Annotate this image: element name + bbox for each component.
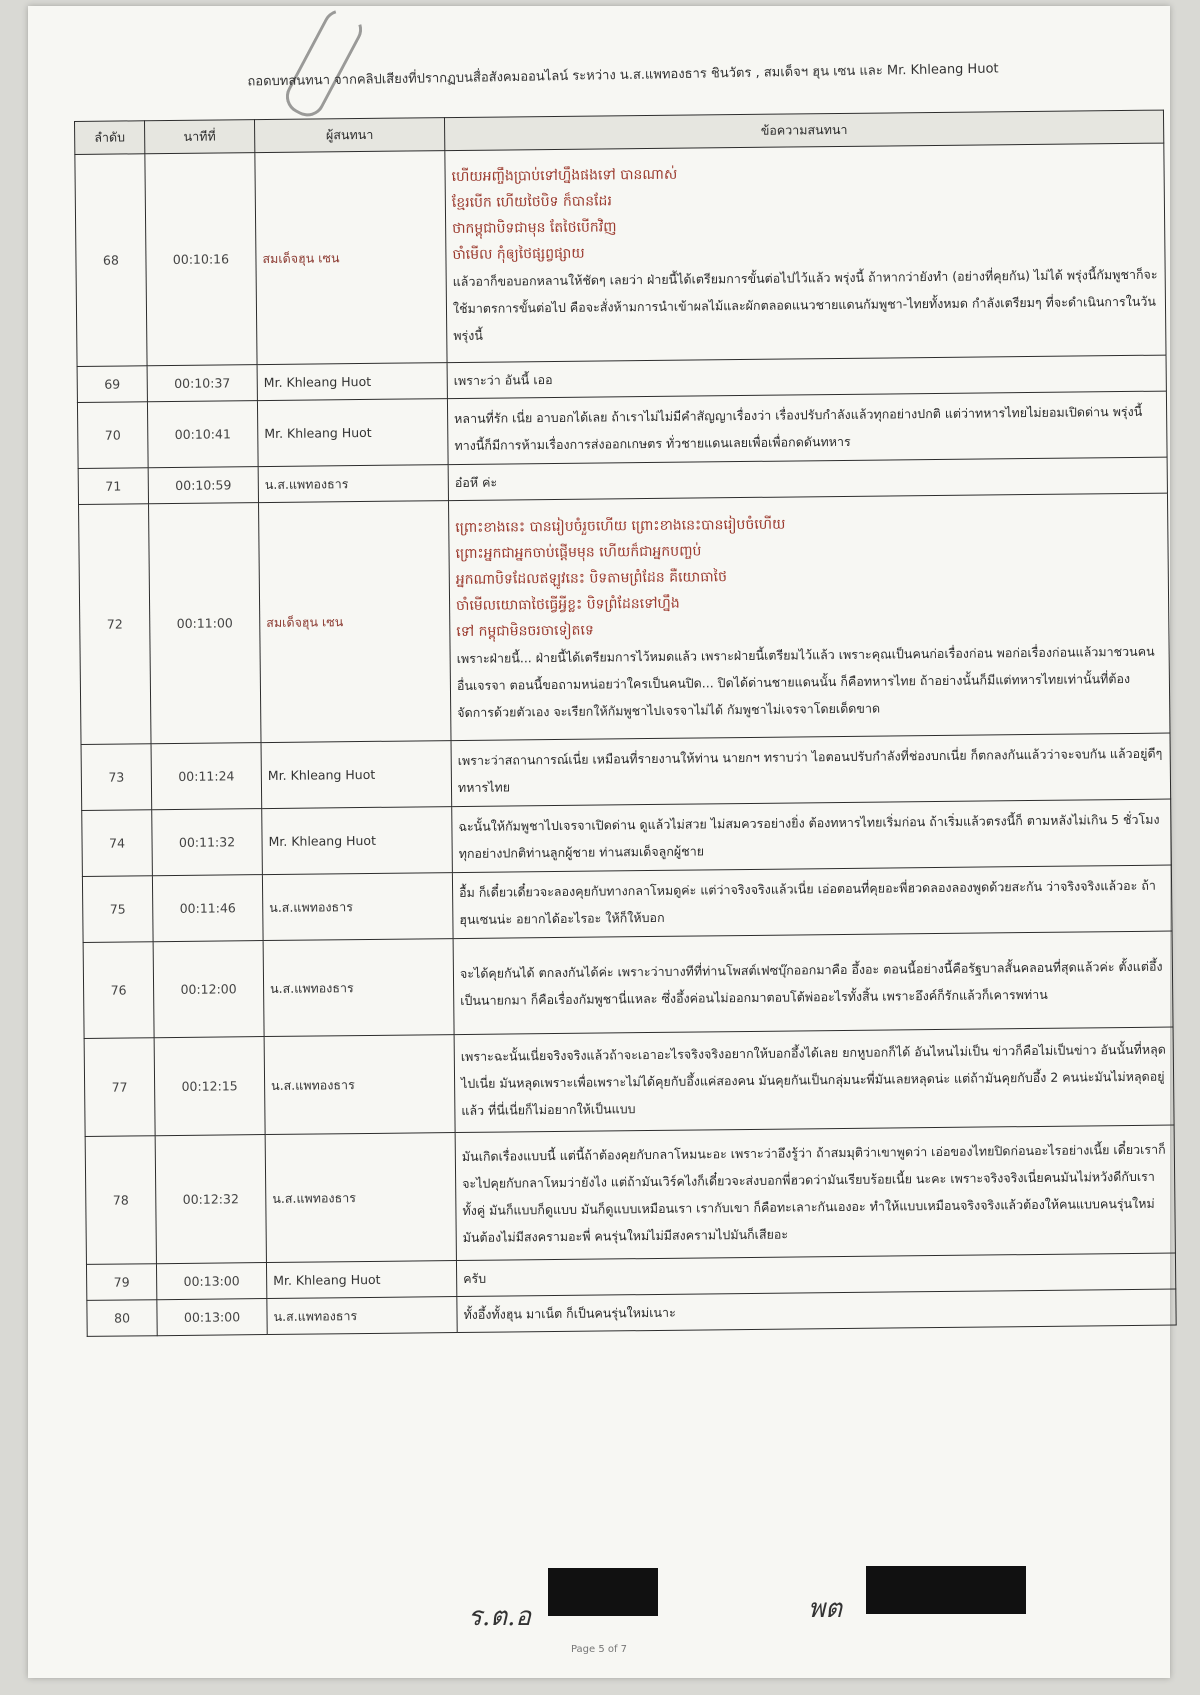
row-number: 71 bbox=[78, 468, 148, 505]
row-time: 00:12:00 bbox=[153, 941, 264, 1038]
table-row bbox=[79, 493, 1170, 744]
row-speaker: Mr. Khleang Huot bbox=[261, 741, 452, 809]
row-number: 69 bbox=[77, 366, 147, 403]
row-time: 00:13:00 bbox=[157, 1299, 267, 1336]
row-time: 00:10:37 bbox=[147, 365, 257, 402]
row-time: 00:12:15 bbox=[154, 1037, 265, 1136]
table-row bbox=[81, 733, 1171, 810]
row-message: มันเกิดเรื่องแบบนี้ แต่นี้ถ้าต้องคุยกับกลาโหมนะอะ เพราะว่าอึงรู้ว่า ถ้าสมมุติว่าเขาพูดว่า เอ่อของไทยปิดก่อนอะไรอย่างเนี้ย เดี๋ยวเราก็จะไปคุยกับกลาโหมว่ายังไง แต่ถ้ามันเวิร์คไงก็เดี๋ยวจะส่งบอกพี่ฮวดว่ามันเรียบร้อยเนี้ย นะคะ เพราะจริงจริงเนี่ยคนมันไม่หวังดีกับเรา ทั้งคู่ มันก็แบบก็ดูแบบ มันก็ดูแบบเหมือนเรา เรากับเขา ก็คือทะเลาะกันเองอะ ทำให้แบบเหมือนจริงจริงแล้วต้องให้คนแบบคนรุ่นใหม่ มันต้องไม่มีสงครามอะพี่ คนรุ่นใหม่ไม่มีสงครามไปมันก็เสียอะ bbox=[455, 1125, 1175, 1261]
row-message: ทั้งอึ้งทั้งฮุน มาเน็ต ก็เป็นคนรุ่นใหม่เนาะ bbox=[457, 1289, 1176, 1333]
transcript-table bbox=[74, 110, 1177, 1337]
thai-translation: เพราะฝ่ายนี้... ฝ่ายนี้ได้เตรียมการไว้หมดแล้ว เพราะฝ่ายนี้เตรียมไว้แล้ว เพราะคุณเป็นคนก่อเรื่องก่อน พอก่อเรื่องก่อนแล้วมาชวนคนอื่นเจรจา ตอนนี้ขอถามหน่อยว่าใครเป็นคนปิด... ปิดได้ด่านชายแดนนั้น ก็คือทหารไทย ถ้าอย่างนั้นก็มีแต่ทหารไทยเท่านั้นที่ต้องจัดการด้วยตัวเอง จะเรียกให้กัมพูชาไปเจรจาไม่ได้ กัมพูชาไม่เจรจาโดยเด็ดขาด bbox=[456, 643, 1155, 721]
row-number: 72 bbox=[79, 504, 152, 745]
khmer-line: ថាកម្ពុជាបិទជាមុន តែថៃបើកវិញ bbox=[452, 219, 617, 238]
redaction-box bbox=[866, 1566, 1026, 1614]
row-message: จะได้คุยกันได้ ตกลงกันได้ค่ะ เพราะว่าบางทีที่ท่านโพสต์เฟซบุ๊กออกมาคือ อึ้งอะ ตอนนี้อย่างนี้คือรัฐบาลสั้นคลอนที่สุดแล้วค่ะ ตั้งแต่อึ้งเป็นนายกมา ก็คือเรื่องกัมพูชานี่แหละ ซึ่งอึ้งค่อนไม่ออกมาตอบโต้พ่ออะไรทั้งสิ้น เพราะอึงค์ก็รักแล้วก็เคารพท่าน bbox=[453, 931, 1173, 1035]
row-number: 70 bbox=[77, 402, 148, 469]
row-time: 00:12:32 bbox=[155, 1135, 266, 1264]
khmer-line: ទៅ កម្ពុជាមិនចរចាទៀតទេ bbox=[456, 622, 594, 641]
row-message: เพราะว่าสถานการณ์เนี่ย เหมือนที่รายงานให้ท่าน นายกฯ ทราบว่า ไอตอนปรับกำลังที่ช่องบกเนี่ย ก็ตกลงกันแล้วว่าจะจบกัน แล้วอยู่ดีๆ ทหารไทย bbox=[451, 733, 1171, 807]
row-speaker: น.ส.แพทองธาร bbox=[267, 1297, 457, 1335]
khmer-line: ព្រោះអ្នកជាអ្នកចាប់ផ្តើមមុន ហើយក៏ជាអ្នកបញ្ចប់ bbox=[455, 543, 702, 563]
khmer-line: អ្នកណាបិទដែលឥឡូវនេះ បិទតាមព្រំដែន គឺយោធាថៃ bbox=[455, 569, 728, 589]
row-number: 74 bbox=[82, 810, 153, 877]
row-speaker: Mr. Khleang Huot bbox=[257, 399, 448, 467]
thai-translation: แล้วอาก็ขอบอกหลานให้ชัดๆ เลยว่า ฝ่ายนี้ได้เตรียมการขั้นต่อไปไว้แล้ว พรุ่งนี้ ถ้าหากว่ายังทำ (อย่างที่คุยกัน) ไม่ได้ พรุ่งนี้กัมพูชาก็จะใช้มาตรการขั้นต่อไป คือจะสั่งห้ามการนำเข้าผลไม้และผักตลอดแนวชายแดนกัมพูชา-ไทยทั้งหมด กำลังเตรียมๆ ที่จะดำเนินการในวันพรุ่งนี้ bbox=[452, 266, 1158, 344]
signature-left: ร.ต.อ bbox=[468, 1602, 531, 1632]
row-message bbox=[448, 493, 1169, 741]
row-time: 00:10:59 bbox=[148, 467, 258, 504]
row-time: 00:10:16 bbox=[145, 153, 257, 366]
document-title: ถอดบทสนทนา จากคลิปเสียงที่ปรากฏบนสื่อสังคมออนไลน์ ระหว่าง น.ส.แพทองธาร ชินวัตร , สมเด็จฯ ฮุน เซน และ Mr. Khleang Huot bbox=[247, 61, 999, 90]
row-number: 76 bbox=[83, 942, 154, 1039]
row-number: 68 bbox=[75, 154, 147, 367]
row-message: หลานที่รัก เนี่ย อาบอกได้เลย ถ้าเราไม่ไม่มีคำสัญญาเรื่องว่า เรื่องปรับกำลังแล้วทุกอย่างปกติ แต่ว่าทหารไทยไม่ยอมเปิดด่าน พรุ่งนี้ทางนี้ก็มีการห้ามเรื่องการส่งออกเกษตร ทั่วชายแดนเลยเพื่อเพื่อกดดันทหาร bbox=[447, 391, 1167, 465]
row-number: 78 bbox=[85, 1136, 156, 1265]
row-number: 75 bbox=[82, 876, 153, 943]
table-row bbox=[85, 1125, 1175, 1264]
row-message: เพราะว่า อันนี้ เออ bbox=[447, 355, 1166, 399]
row-message: อื้ม ก็เดี๋ยวเดี๋ยวจะลองคุยกับทางกลาโหมดูค่ะ แต่ว่าจริงจริงแล้วเนี่ย เอ่อตอนที่คุยอะพี่ฮวดลองลองพูดด้วยสะกัน ว่าจริงจริงแล้วอะ ถ้าฮุนเซนน่ะ อยากได้อะไรอะ ให้ก็ให้บอก bbox=[452, 865, 1172, 939]
table-row bbox=[82, 865, 1172, 942]
row-number: 77 bbox=[84, 1038, 155, 1137]
redaction-box bbox=[548, 1568, 658, 1616]
row-number: 80 bbox=[87, 1300, 157, 1337]
row-speaker: น.ส.แพทองธาร bbox=[265, 1133, 456, 1263]
signature-right: พต bbox=[808, 1594, 843, 1624]
row-speaker: สมเด็จฮุน เซน bbox=[259, 501, 452, 743]
khmer-line: ហើយអញ្ចឹងប្រាប់ទៅហ្នឹងផងទៅ បានណាស់ bbox=[451, 166, 678, 186]
table-row bbox=[82, 799, 1172, 876]
row-number: 79 bbox=[86, 1264, 156, 1301]
row-time: 00:11:00 bbox=[149, 503, 262, 744]
table-row bbox=[84, 1027, 1174, 1136]
table-row bbox=[77, 391, 1167, 468]
row-speaker: สมเด็จฮุน เซน bbox=[255, 151, 447, 365]
row-message: ฉะนั้นให้กัมพูชาไปเจรจาเปิดด่าน ดูแล้วไม่สวย ไม่สมควรอย่างยิ่ง ต้องทหารไทยเริ่มก่อน ถ้าเริ่มแล้วตรงนี้ก็ ตามหลังไม่เกิน 5 ชั่วโมง ทุกอย่างปกติท่านลูกผู้ชาย ท่านสมเด็จลูกผู้ชาย bbox=[452, 799, 1172, 873]
row-speaker: Mr. Khleang Huot bbox=[262, 807, 453, 875]
row-number: 73 bbox=[81, 744, 152, 811]
row-message: เพราะฉะนั้นเนี่ยจริงจริงแล้วถ้าจะเอาอะไรจริงจริงอยากให้บอกอึ้งได้เลย ยกหูบอกก็ได้ อันไหนไม่เป็น ข่าวก็คือไม่เป็นข่าว อันนั้นที่หลุดไปเนี่ย มันหลุดเพราะเพื่อเพราะไม่ได้คุยกับอึ้งแค่สองคน มันคุยกันเป็นกลุ่มนะพี่มันเลยหลุดน่ะ แต่ถ้ามันคุยกับอึ้ง 2 คนน่ะมันไม่หลุดอยู่แล้ว ที่นี่เนี่ยก็ไม่อยากให้เป็นแบบ bbox=[454, 1027, 1174, 1133]
col-header-speaker: ผู้สนทนา bbox=[254, 118, 444, 153]
row-speaker: น.ส.แพทองธาร bbox=[262, 873, 453, 941]
document-page bbox=[28, 6, 1170, 1678]
col-header-message: ข้อความสนทนา bbox=[444, 110, 1163, 151]
row-message: อ๋อหึ ค่ะ bbox=[448, 457, 1167, 501]
row-time: 00:11:32 bbox=[152, 809, 263, 876]
col-header-minute: นาทีที่ bbox=[145, 120, 255, 154]
table-row bbox=[83, 931, 1173, 1038]
row-speaker: น.ส.แพทองธาร bbox=[263, 939, 454, 1037]
row-time: 00:13:00 bbox=[156, 1263, 266, 1300]
row-message: ครับ bbox=[456, 1253, 1175, 1297]
row-time: 00:10:41 bbox=[147, 401, 258, 468]
khmer-line: ខ្មែរបើក ហើយថៃបិទ ក៏បានដែរ bbox=[451, 193, 612, 212]
table-row bbox=[75, 143, 1166, 366]
row-speaker: Mr. Khleang Huot bbox=[266, 1261, 456, 1299]
page-number: Page 5 of 7 bbox=[570, 1644, 628, 1655]
col-header-number: ลำดับ bbox=[75, 121, 145, 155]
row-speaker: น.ส.แพทองธาร bbox=[264, 1035, 455, 1135]
khmer-line: ចាំមើលយោធាថៃធ្វើអ្វីខ្លះ បិទព្រំដែនទៅហ្នឹង bbox=[456, 595, 680, 615]
khmer-line: ចាំមើល កុំឲ្យថៃផ្សព្វផ្សាយ bbox=[452, 245, 585, 264]
row-speaker: Mr. Khleang Huot bbox=[257, 363, 447, 401]
row-time: 00:11:24 bbox=[151, 743, 262, 810]
row-message bbox=[445, 143, 1166, 363]
paper-clip bbox=[280, 3, 369, 122]
khmer-line: ព្រោះខាងនេះ បានរៀបចំរួចហើយ ព្រោះខាងនេះបានរៀបចំហើយ bbox=[455, 516, 786, 537]
row-speaker: น.ส.แพทองธาร bbox=[258, 465, 448, 503]
row-time: 00:11:46 bbox=[152, 875, 263, 942]
